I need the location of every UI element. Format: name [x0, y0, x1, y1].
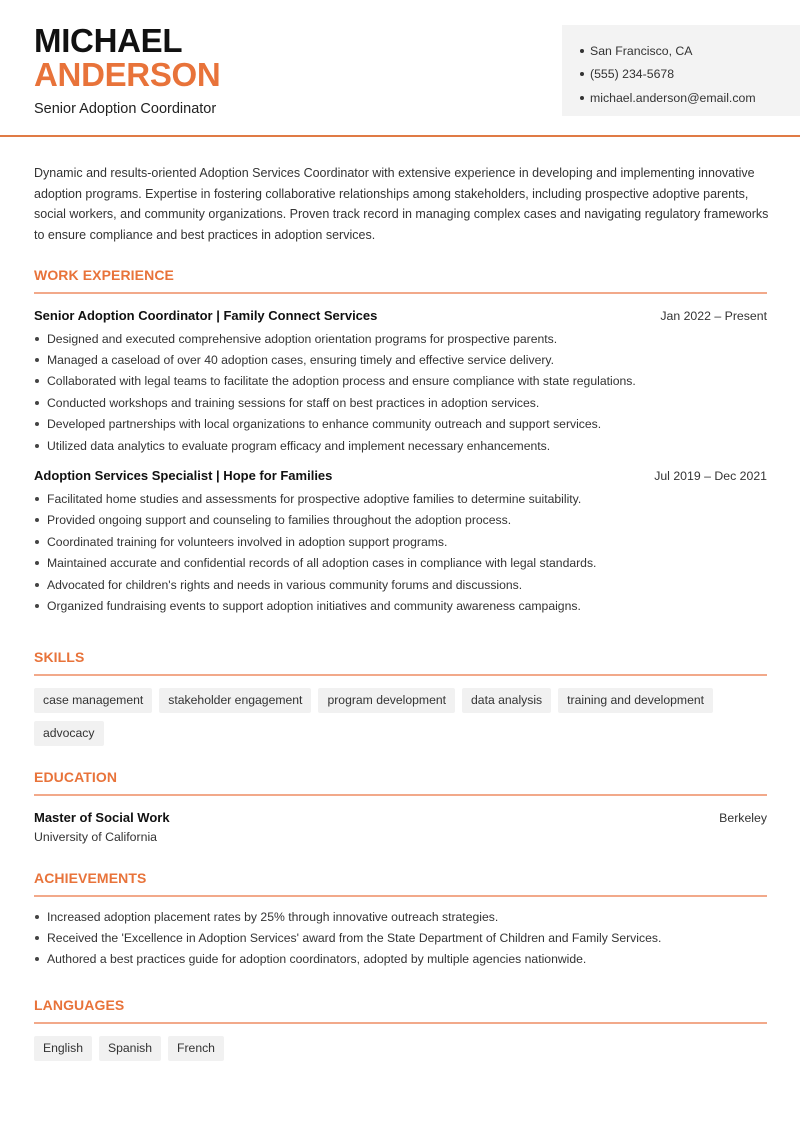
bullet-icon [35, 957, 39, 961]
professional-summary: Dynamic and results-oriented Adoption Services Coordinator with extensive experience in developing and implementing innovative adoption programs. Expertise in fostering collaborative relationships among stakeholders, including prospective adoptive parents, social workers, and community organizations. Proven track record in managing complex cases and navigating regulatory frameworks to ensure compliance and best practices in adoption services. [34, 166, 769, 243]
job-bullets [34, 488, 767, 616]
job-role: Adoption Services Specialist | Hope for Families [34, 468, 333, 484]
job-bullets [34, 328, 767, 456]
last-name: ANDERSON [34, 56, 221, 93]
bullet-text: Authored a best practices guide for adoption coordinators, adopted by multiple agencies nationwide. [47, 952, 587, 967]
language-tag: French [168, 1036, 224, 1061]
name-block [34, 24, 220, 117]
contact-phone-text: (555) 234-5678 [590, 67, 675, 82]
list-item [34, 328, 767, 349]
bullet-icon [35, 915, 39, 919]
bullet-icon [35, 358, 39, 362]
list-item [34, 927, 767, 948]
education-row [34, 810, 767, 825]
bullet-text: Managed a caseload of over 40 adoption cases, ensuring timely and effective service delivery. [47, 353, 554, 368]
bullet-icon [35, 583, 39, 587]
education-location: Berkeley [719, 811, 767, 825]
education-degree: Master of Social Work [34, 810, 170, 825]
job-dates: Jan 2022 – Present [660, 309, 767, 323]
skills-tags [34, 688, 767, 746]
languages-section [34, 997, 767, 1061]
bullet-text: Conducted workshops and training sessions for staff on best practices in adoption services. [47, 395, 540, 410]
list-item [34, 371, 767, 392]
skill-tag: training and development [558, 688, 713, 713]
contact-email [580, 86, 800, 110]
list-item [34, 595, 767, 616]
resume-header [0, 0, 800, 137]
education-school: University of California [34, 830, 158, 844]
bullet-icon [35, 379, 39, 383]
bullet-icon [35, 444, 39, 448]
skill-tag: case management [34, 688, 152, 713]
bullet-icon [580, 96, 584, 100]
section-title-achievements: ACHIEVEMENTS [34, 870, 767, 897]
contact-phone [580, 63, 800, 87]
bullet-icon [35, 604, 39, 608]
list-item [34, 488, 767, 509]
achievements-list [34, 906, 767, 970]
contact-box [562, 25, 800, 116]
achievements-section [34, 870, 767, 970]
skill-tag: stakeholder engagement [159, 688, 311, 713]
skill-tag: advocacy [34, 721, 104, 746]
list-item [34, 349, 767, 370]
skill-tag: program development [318, 688, 455, 713]
bullet-text: Utilized data analytics to evaluate program efficacy and implement necessary enhancements. [47, 438, 551, 453]
job-dates: Jul 2019 – Dec 2021 [654, 469, 767, 484]
language-tag: Spanish [99, 1036, 161, 1061]
bullet-text: Coordinated training for volunteers involved in adoption support programs. [47, 534, 448, 549]
list-item [34, 531, 767, 552]
bullet-text: Facilitated home studies and assessments for prospective adoptive families to determine suitability. [47, 492, 582, 507]
bullet-text: Advocated for children's rights and needs in various community forums and discussions. [47, 577, 523, 592]
list-item [34, 574, 767, 595]
list-item [34, 906, 767, 927]
bullet-text: Increased adoption placement rates by 25% through innovative outreach strategies. [47, 909, 499, 924]
bullet-icon [580, 49, 584, 53]
job-title: Senior Adoption Coordinator [34, 101, 217, 117]
skills-section [34, 649, 767, 746]
bullet-icon [35, 497, 39, 501]
list-item [34, 510, 767, 531]
languages-tags [34, 1036, 767, 1061]
contact-email-text[interactable]: michael.anderson@email.com [590, 90, 756, 105]
section-title-work-experience: WORK EXPERIENCE [34, 267, 767, 294]
bullet-text: Received the 'Excellence in Adoption Services' award from the State Department of Children and Family Services. [47, 931, 662, 946]
bullet-icon [35, 401, 39, 405]
list-item [34, 435, 767, 456]
first-name: MICHAEL [34, 22, 183, 59]
bullet-text: Collaborated with legal teams to facilitate the adoption process and ensure compliance with state regulations. [47, 374, 636, 389]
list-item [34, 949, 767, 970]
bullet-icon [35, 936, 39, 940]
list-item [34, 553, 767, 574]
section-title-languages: LANGUAGES [34, 997, 767, 1024]
education-section [34, 769, 767, 844]
section-title-education: EDUCATION [34, 769, 767, 796]
list-item [34, 414, 767, 435]
bullet-text: Designed and executed comprehensive adoption orientation programs for prospective parents. [47, 331, 558, 346]
bullet-icon [35, 337, 39, 341]
job-header [34, 308, 767, 323]
bullet-text: Developed partnerships with local organizations to enhance community outreach and support services. [47, 417, 602, 432]
bullet-text: Maintained accurate and confidential records of all adoption cases in compliance with legal standards. [47, 556, 597, 571]
section-title-skills: SKILLS [34, 649, 767, 676]
bullet-icon [35, 518, 39, 522]
bullet-icon [35, 561, 39, 565]
bullet-icon [580, 72, 584, 76]
work-experience-section [34, 267, 767, 617]
bullet-text: Provided ongoing support and counseling to families throughout the adoption process. [47, 513, 512, 528]
contact-location-text: San Francisco, CA [590, 43, 693, 58]
language-tag: English [34, 1036, 92, 1061]
skill-tag: data analysis [462, 688, 551, 713]
list-item [34, 392, 767, 413]
job-role: Senior Adoption Coordinator | Family Connect Services [34, 308, 378, 323]
bullet-icon [35, 422, 39, 426]
bullet-text: Organized fundraising events to support adoption initiatives and community awareness campaigns. [47, 598, 581, 613]
job-header [34, 468, 767, 483]
contact-location [580, 39, 800, 63]
bullet-icon [35, 540, 39, 544]
